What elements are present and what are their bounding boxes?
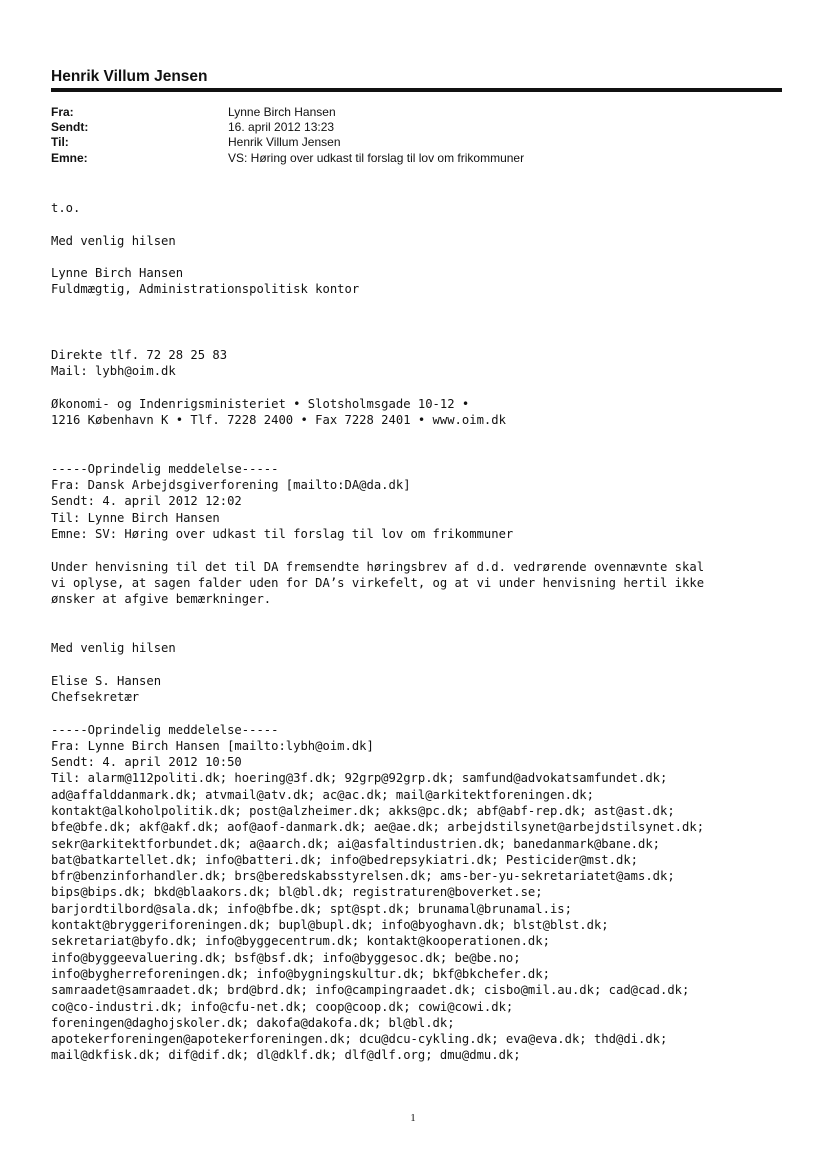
body-line	[51, 607, 811, 623]
email-header	[51, 105, 524, 166]
body-line: mail@dkfisk.dk; dif@dif.dk; dl@dklf.dk; dlf@dlf.org; dmu@dmu.dk;	[51, 1048, 521, 1063]
to-value: Henrik Villum Jensen	[228, 135, 341, 150]
body-line: Med venlig hilsen	[51, 233, 176, 248]
mailbox-owner-name: Henrik Villum Jensen	[51, 68, 208, 85]
header-to-row	[51, 135, 524, 150]
body-line: Elise S. Hansen	[51, 673, 162, 688]
body-line: Sendt: 4. april 2012 10:50	[51, 755, 242, 770]
sent-label: Sendt:	[51, 120, 89, 135]
body-line: ad@affalddanmark.dk; atvmail@atv.dk; ac@ac.dk; mail@arkitektforeningen.dk;	[51, 787, 594, 802]
header-subject-row	[51, 151, 524, 166]
page-number: 1	[410, 1112, 416, 1124]
body-line: co@co-industri.dk; info@cfu-net.dk; coop@coop.dk; cowi@cowi.dk;	[51, 999, 514, 1014]
body-line	[51, 444, 811, 460]
body-line: bat@batkartellet.dk; info@batteri.dk; info@bedrepsykiatri.dk; Pesticider@mst.dk;	[51, 852, 638, 867]
body-line: bfr@benzinforhandler.dk; brs@beredskabsstyrelsen.dk; ams-ber-yu-sekretariatet@ams.dk;	[51, 869, 675, 884]
from-value: Lynne Birch Hansen	[228, 105, 336, 119]
body-line: Sendt: 4. april 2012 12:02	[51, 494, 242, 509]
body-line: Til: alarm@112politi.dk; hoering@3f.dk; 92grp@92grp.dk; samfund@advokatsamfundet.dk;	[51, 771, 668, 786]
body-line: Med venlig hilsen	[51, 641, 176, 656]
body-line: bips@bips.dk; bkd@blaakors.dk; bl@bl.dk; registraturen@boverket.se;	[51, 885, 543, 900]
body-line	[51, 216, 811, 232]
body-line	[51, 705, 811, 721]
body-line: vi oplyse, at sagen falder uden for DA’s virkefelt, og at vi under henvisning hertil ikke	[51, 575, 705, 590]
body-line: Fra: Lynne Birch Hansen [mailto:lybh@oim.dk]	[51, 738, 374, 753]
body-line: apotekerforeningen@apotekerforeningen.dk; dcu@dcu-cykling.dk; eva@eva.dk; thd@di.dk;	[51, 1032, 668, 1047]
body-line	[51, 379, 811, 395]
body-line: kontakt@bryggeriforeningen.dk; bupl@bupl.dk; info@byoghavn.dk; blst@blst.dk;	[51, 918, 609, 933]
body-line: info@byggeevaluering.dk; bsf@bsf.dk; info@byggesoc.dk; be@be.no;	[51, 950, 521, 965]
body-line	[51, 624, 811, 640]
body-line: kontakt@alkoholpolitik.dk; post@alzheimer.dk; akks@pc.dk; abf@abf-rep.dk; ast@ast.dk;	[51, 803, 675, 818]
sent-value: 16. april 2012 13:23	[228, 120, 335, 135]
subject-value: VS: Høring over udkast til forslag til lov om frikommuner	[228, 150, 525, 165]
body-line: Fuldmægtig, Administrationspolitisk kontor	[51, 282, 360, 297]
body-line: Chefsekretær	[51, 689, 140, 704]
body-line	[51, 656, 811, 672]
body-line: -----Oprindelig meddelelse-----	[51, 461, 279, 476]
from-label: Fra:	[51, 105, 74, 119]
body-line: samraadet@samraadet.dk; brd@brd.dk; info@campingraadet.dk; cisbo@mil.au.dk; cad@cad.dk;	[51, 983, 690, 998]
header-sent-row	[51, 120, 524, 135]
subject-label: Emne:	[51, 150, 88, 165]
body-line	[51, 298, 811, 314]
body-line: Emne: SV: Høring over udkast til forslag til lov om frikommuner	[51, 526, 514, 541]
email-body	[51, 200, 811, 1064]
header-rule	[51, 88, 782, 92]
body-line: foreningen@daghojskoler.dk; dakofa@dakofa.dk; bl@bl.dk;	[51, 1015, 455, 1030]
body-line: bfe@bfe.dk; akf@akf.dk; aof@aof-danmark.dk; ae@ae.dk; arbejdstilsynet@arbejdstilsynet.dk;	[51, 820, 705, 835]
body-line	[51, 542, 811, 558]
body-line: Til: Lynne Birch Hansen	[51, 510, 220, 525]
body-line: barjordtilbord@sala.dk; info@bfbe.dk; spt@spt.dk; brunamal@brunamal.is;	[51, 901, 572, 916]
body-line: sekr@arkitektforbundet.dk; a@aarch.dk; ai@asfaltindustrien.dk; banedanmark@bane.dk;	[51, 836, 661, 851]
header-from-row	[51, 105, 524, 120]
body-line	[51, 314, 811, 330]
body-line	[51, 249, 811, 265]
body-line: Økonomi- og Indenrigsministeriet • Slotsholmsgade 10-12 •	[51, 396, 470, 411]
body-line: sekretariat@byfo.dk; info@byggecentrum.dk; kontakt@kooperationen.dk;	[51, 934, 550, 949]
body-line: Under henvisning til det til DA fremsendte høringsbrev af d.d. vedrørende ovennævnte skal	[51, 559, 705, 574]
body-line	[51, 428, 811, 444]
body-line: 1216 København K • Tlf. 7228 2400 • Fax 7228 2401 • www.oim.dk	[51, 412, 506, 427]
body-line: -----Oprindelig meddelelse-----	[51, 722, 279, 737]
body-line: Lynne Birch Hansen	[51, 266, 184, 281]
body-line: ønsker at afgive bemærkninger.	[51, 592, 272, 607]
body-line: Mail: lybh@oim.dk	[51, 363, 176, 378]
body-line: t.o.	[51, 201, 81, 215]
body-line: Direkte tlf. 72 28 25 83	[51, 347, 228, 362]
body-line	[51, 330, 811, 346]
body-line: Fra: Dansk Arbejdsgiverforening [mailto:DA@da.dk]	[51, 478, 411, 493]
to-label: Til:	[51, 135, 69, 150]
body-line: info@bygherreforeningen.dk; info@bygningskultur.dk; bkf@bkchefer.dk;	[51, 966, 550, 981]
